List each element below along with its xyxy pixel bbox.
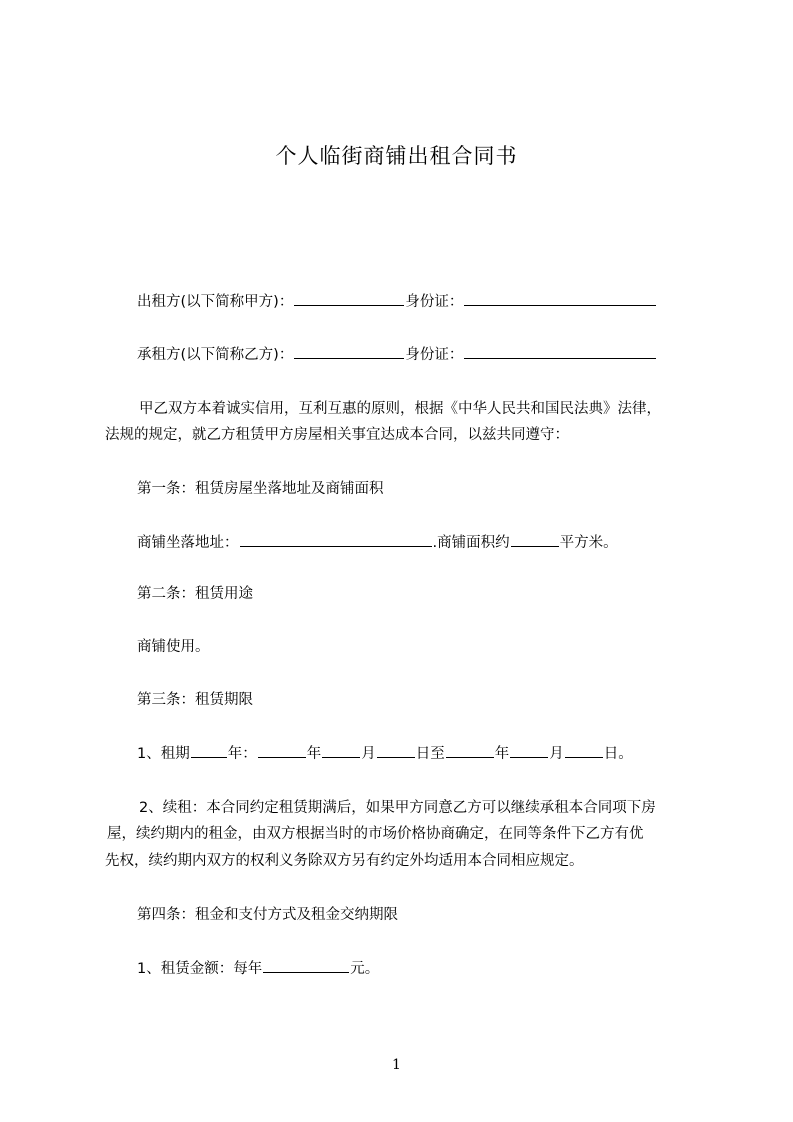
- page-number: 1: [392, 1057, 401, 1073]
- renewal-line-2: 屋，续约期内的租金，由双方根据当时的市场价格协商确定，在同等条件下乙方有优: [107, 826, 644, 842]
- address-label: 商铺坐落地址：: [137, 535, 239, 551]
- end-year-blank: [446, 743, 494, 758]
- article-4-heading: 第四条：租金和支付方式及租金交纳期限: [137, 907, 398, 923]
- start-month-blank: [322, 743, 360, 758]
- area-blank: [511, 532, 559, 547]
- term-year-colon: 年：: [227, 746, 257, 762]
- end-year-label: 年: [494, 746, 510, 762]
- start-day-blank: [377, 743, 415, 758]
- page-title: 个人临街商铺出租合同书: [275, 144, 518, 168]
- party-b-line: [137, 344, 657, 365]
- area-label: 商铺面积约: [437, 535, 510, 551]
- party-a-label: 出租方(以下简称甲方)：: [137, 294, 294, 310]
- rent-prefix: 1、租赁金额：每年: [137, 961, 263, 977]
- rent-amount-line: [137, 958, 379, 979]
- article-2-heading: 第二条：租赁用途: [137, 586, 253, 602]
- end-month-label: 月: [549, 746, 564, 762]
- start-year-label: 年: [306, 746, 322, 762]
- party-b-id-label: 身份证：: [405, 347, 464, 363]
- renewal-line-1: 2、续租：本合同约定租赁期满后，如果甲方同意乙方可以继续承租本合同项下房: [139, 800, 656, 816]
- party-a-name-blank: [294, 291, 404, 306]
- day-end-label: 日。: [603, 746, 633, 762]
- party-a-line: [137, 291, 657, 312]
- article-1-heading: 第一条：租赁房屋坐落地址及商铺面积: [137, 481, 384, 497]
- preamble-line-2: 法规的规定，就乙方租赁甲方房屋相关事宜达成本合同，以兹共同遵守：: [105, 427, 569, 443]
- party-b-label: 承租方(以下简称乙方)：: [137, 347, 294, 363]
- renewal-line-3: 先权，续约期内双方的权利义务除双方另有约定外均适用本合同相应规定。: [105, 853, 584, 869]
- preamble-line-1: 甲乙双方本着诚实信用，互利互惠的原则，根据《中华人民共和国民法典》法律，: [139, 401, 661, 417]
- start-year-blank: [258, 743, 306, 758]
- party-a-id-blank: [464, 291, 656, 306]
- article-1-address-line: [137, 532, 618, 553]
- article-3-heading: 第三条：租赁期限: [137, 692, 253, 708]
- rent-unit: 元。: [350, 961, 380, 977]
- term-years-blank: [191, 743, 227, 758]
- end-day-blank: [565, 743, 603, 758]
- article-2-content: 商铺使用。: [137, 639, 210, 655]
- start-month-label: 月: [361, 746, 376, 762]
- lease-term-line: [137, 743, 633, 764]
- party-b-id-blank: [464, 344, 656, 359]
- area-unit: 平方米。: [559, 535, 618, 551]
- party-b-name-blank: [294, 344, 404, 359]
- rent-amount-blank: [263, 958, 349, 973]
- day-to-label: 日至: [415, 746, 445, 762]
- address-end: .: [432, 535, 438, 551]
- end-month-blank: [510, 743, 548, 758]
- address-blank: [240, 532, 432, 547]
- term-prefix: 1、租期: [137, 746, 190, 762]
- party-a-id-label: 身份证：: [405, 294, 464, 310]
